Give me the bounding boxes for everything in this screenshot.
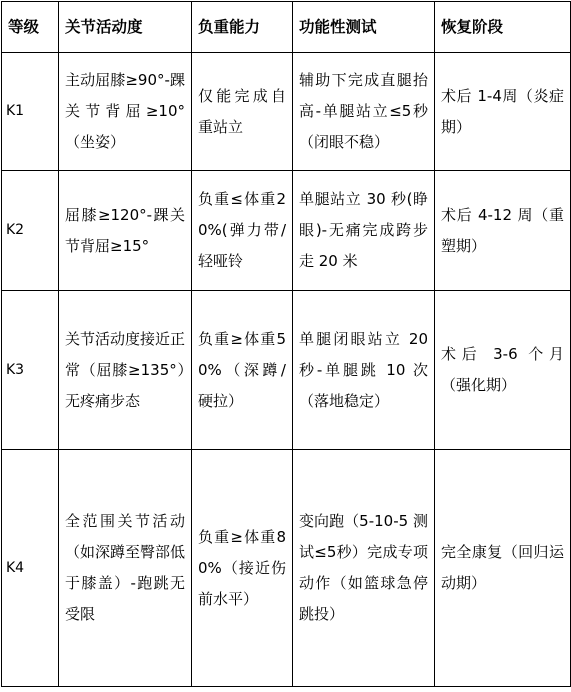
- functional-test-cell: 辅助下完成直腿抬高-单腿站立≤5秒（闭眼不稳）: [293, 53, 435, 171]
- table-header-row: [2, 2, 571, 53]
- table-row: [2, 450, 571, 687]
- weight-bearing-cell: 负重≥体重50%（深蹲/硬拉）: [192, 291, 293, 450]
- weight-bearing-cell: 负重≥体重80%（接近伤前水平）: [192, 450, 293, 687]
- functional-test-cell: 单腿站立 30 秒(睁眼)-无痛完成跨步走 20 米: [293, 171, 435, 291]
- table-row: [2, 53, 571, 171]
- recovery-stage-cell: 术后 3-6 个月（强化期）: [435, 291, 571, 450]
- level-cell: K3: [2, 291, 59, 450]
- header-weight-bearing: 负重能力: [192, 2, 293, 53]
- table-row: [2, 171, 571, 291]
- range-of-motion-cell: 屈膝≥120°-踝关节背屈≥15°: [59, 171, 192, 291]
- recovery-stage-cell: 术后 4-12 周（重塑期）: [435, 171, 571, 291]
- weight-bearing-cell: 负重≤体重20%(弹力带/轻哑铃: [192, 171, 293, 291]
- range-of-motion-cell: 全范围关节活动（如深蹲至臀部低于膝盖）-跑跳无受限: [59, 450, 192, 687]
- recovery-level-table: [1, 1, 571, 687]
- range-of-motion-cell: 主动屈膝≥90°-踝关节背屈≥10°（坐姿）: [59, 53, 192, 171]
- recovery-stage-cell: 术后 1-4周（炎症期）: [435, 53, 571, 171]
- header-recovery-stage: 恢复阶段: [435, 2, 571, 53]
- weight-bearing-cell: 仅能完成自重站立: [192, 53, 293, 171]
- header-level: 等级: [2, 2, 59, 53]
- range-of-motion-cell: 关节活动度接近正常（屈膝≥135°）无疼痛步态: [59, 291, 192, 450]
- functional-test-cell: 单腿闭眼站立 20 秒-单腿跳 10 次（落地稳定）: [293, 291, 435, 450]
- level-cell: K2: [2, 171, 59, 291]
- level-cell: K1: [2, 53, 59, 171]
- level-cell: K4: [2, 450, 59, 687]
- header-functional-test: 功能性测试: [293, 2, 435, 53]
- functional-test-cell: 变向跑（5-10-5 测试≤5秒）完成专项动作（如篮球急停跳投）: [293, 450, 435, 687]
- recovery-stage-cell: 完全康复（回归运动期）: [435, 450, 571, 687]
- header-range-of-motion: 关节活动度: [59, 2, 192, 53]
- table-row: [2, 291, 571, 450]
